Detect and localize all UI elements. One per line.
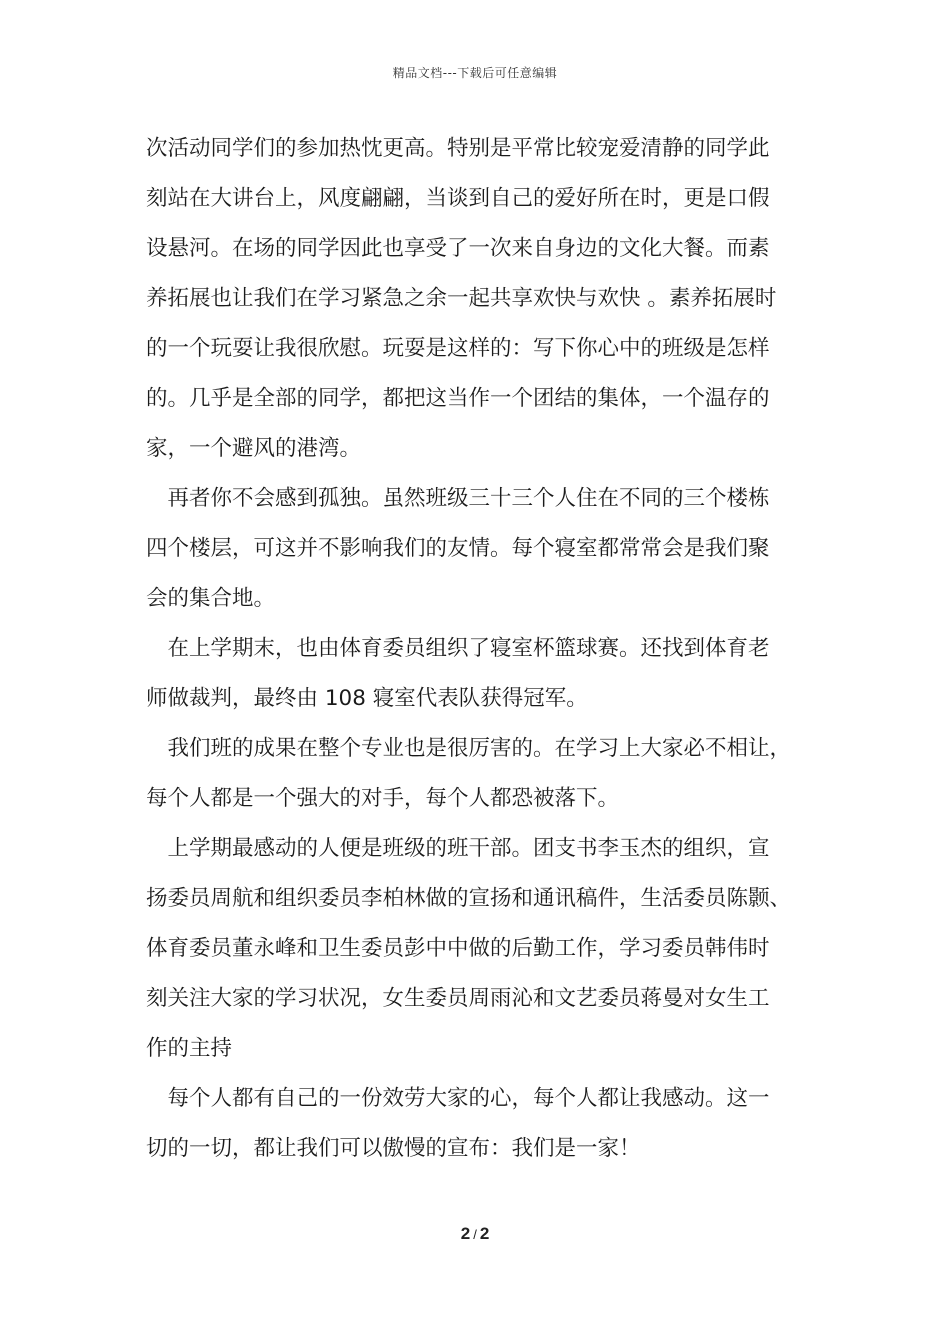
text-line: 扬委员周航和组织委员李柏林做的宣扬和通讯稿件，生活委员陈颢、 xyxy=(146,886,792,911)
text-line: 设悬河。在场的同学因此也享受了一次来自身边的文化大餐。而素 xyxy=(146,236,770,261)
text-line: 每个人都是一个强大的对手，每个人都恐被落下。 xyxy=(146,786,620,811)
text-line: 刻站在大讲台上，风度翩翩，当谈到自己的爱好所在时，更是口假 xyxy=(146,186,770,211)
document-body xyxy=(146,124,814,1174)
page-header: 精品文档---下载后可任意编辑 xyxy=(392,66,558,80)
text-line: 家，一个避风的港湾。 xyxy=(146,436,362,461)
text-line: 的一个玩耍让我很欣慰。玩耍是这样的：写下你心中的班级是怎样 xyxy=(146,336,770,361)
text-line: 切的一切，都让我们可以傲慢的宣布：我们是一家！ xyxy=(146,1136,641,1161)
paragraph-3 xyxy=(146,624,814,724)
paragraph-6 xyxy=(146,1074,814,1174)
text-line: 的。几乎是全部的同学，都把这当作一个团结的集体，一个温存的 xyxy=(146,386,770,411)
page-total: 2 xyxy=(479,1224,490,1243)
text-line: 上学期最感动的人便是班级的班干部。团支书李玉杰的组织，宣 xyxy=(146,836,770,861)
text-line: 再者你不会感到孤独。虽然班级三十三个人住在不同的三个楼栋 xyxy=(146,486,770,511)
text-line: 四个楼层，可这并不影响我们的友情。每个寝室都常常会是我们聚 xyxy=(146,536,770,561)
text-line: 师做裁判，最终由 108 寝室代表队获得冠军。 xyxy=(146,686,588,711)
text-line: 养拓展也让我们在学习紧急之余一起共享欢快与欢快 。素养拓展时 xyxy=(146,286,777,311)
paragraph-2 xyxy=(146,474,814,624)
text-line: 会的集合地。 xyxy=(146,586,276,611)
page-separator: / xyxy=(473,1227,477,1242)
text-line: 体育委员董永峰和卫生委员彭中中做的后勤工作，学习委员韩伟时 xyxy=(146,936,770,961)
page-current: 2 xyxy=(460,1224,471,1243)
text-line: 在上学期末，也由体育委员组织了寝室杯篮球赛。还找到体育老 xyxy=(146,636,770,661)
paragraph-1 xyxy=(146,124,814,474)
page-number xyxy=(0,1224,950,1244)
text-line: 次活动同学们的参加热忱更高。特别是平常比较宠爱清静的同学此 xyxy=(146,136,770,161)
text-line: 我们班的成果在整个专业也是很厉害的。在学习上大家必不相让， xyxy=(146,736,792,761)
paragraph-4 xyxy=(146,724,814,824)
paragraph-5 xyxy=(146,824,814,1074)
text-line: 每个人都有自己的一份效劳大家的心，每个人都让我感动。这一 xyxy=(146,1086,770,1111)
text-line: 作的主持 xyxy=(146,1036,233,1061)
text-line: 刻关注大家的学习状况，女生委员周雨沁和文艺委员蒋曼对女生工 xyxy=(146,986,770,1011)
